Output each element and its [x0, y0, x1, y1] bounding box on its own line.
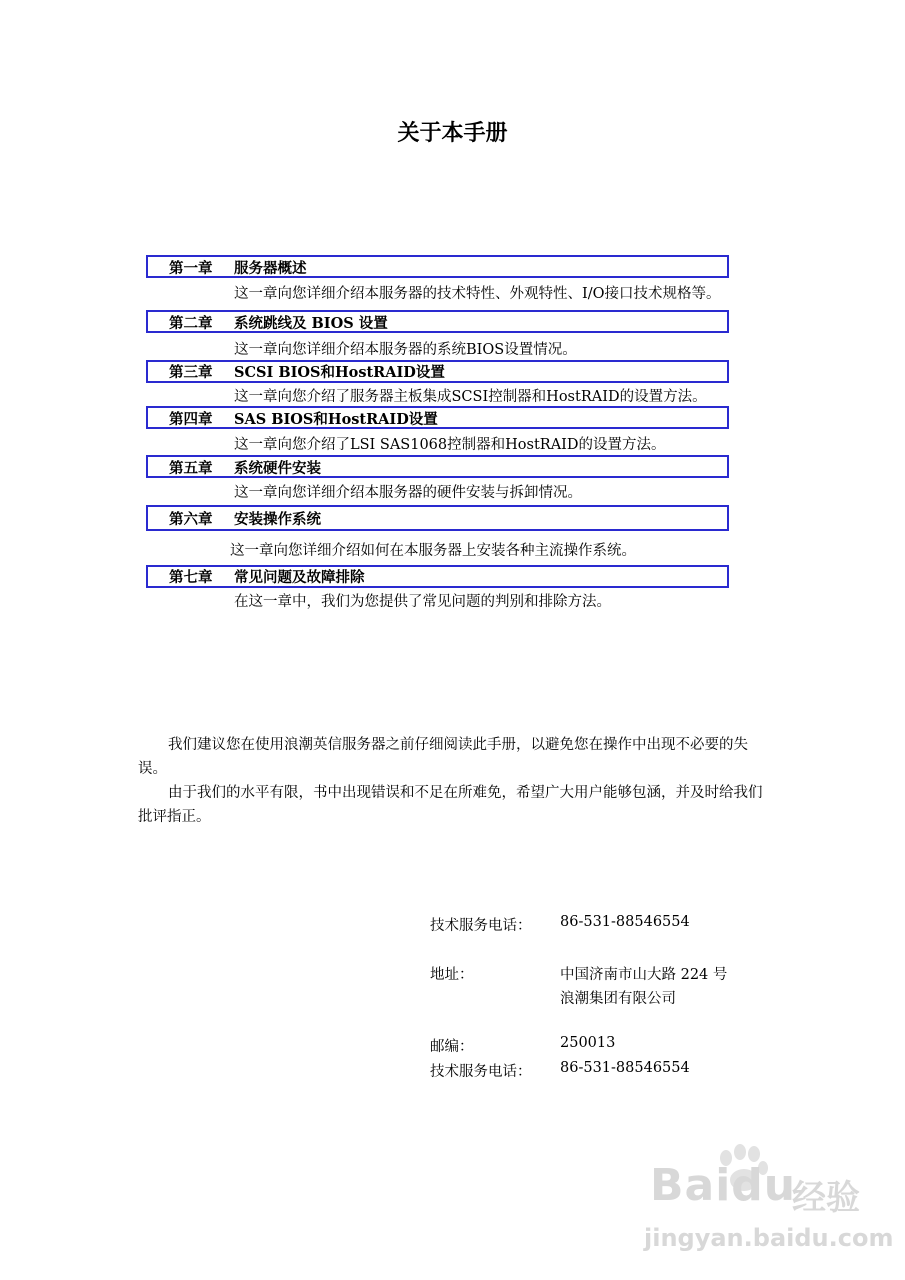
address-line-2: 浪潮集团有限公司 [560, 991, 676, 1007]
chapter-4-name: SAS BIOS和HostRAID设置 [234, 411, 438, 428]
chapter-6-description: 这一章向您详细介绍如何在本服务器上安装各种主流操作系统。 [230, 543, 636, 559]
page-title: 关于本手册 [397, 120, 508, 146]
chapter-1-description: 这一章向您详细介绍本服务器的技术特性、外观特性、I/O接口技术规格等。 [234, 286, 721, 302]
chapter-2-number: 第二章 [169, 315, 213, 332]
phone-label: 技术服务电话： [430, 918, 532, 934]
postcode-value: 250013 [560, 1035, 616, 1051]
chapter-5-number: 第五章 [169, 460, 213, 477]
chapter-3-number: 第三章 [169, 364, 213, 381]
address-line-1: 中国济南市山大路 224 号 [560, 967, 728, 983]
phone2-label: 技术服务电话： [430, 1064, 532, 1080]
chapter-5-name: 系统硬件安装 [234, 460, 321, 477]
chapter-7-description: 在这一章中，我们为您提供了常见问题的判别和排除方法。 [234, 594, 611, 610]
watermark-url: jingyan.baidu.com [644, 1224, 894, 1252]
chapter-1-number: 第一章 [169, 260, 213, 277]
postcode-label: 邮编： [430, 1039, 474, 1055]
chapter-6-number: 第六章 [169, 511, 213, 528]
chapter-7-number: 第七章 [169, 569, 213, 586]
address-label: 地址： [430, 967, 474, 983]
chapter-3-name: SCSI BIOS和HostRAID设置 [234, 364, 445, 381]
chapter-6-name: 安装操作系统 [234, 511, 321, 528]
intro-paragraph-1: 我们建议您在使用浪潮英信服务器之前仔细阅读此手册，以避免您在操作中出现不必要的失误。 [138, 737, 748, 777]
chapter-3-description: 这一章向您介绍了服务器主板集成SCSI控制器和HostRAID的设置方法。 [234, 389, 707, 405]
watermark-label: 经验 [792, 1178, 860, 1218]
chapter-7-name: 常见问题及故障排除 [234, 569, 365, 586]
phone-value: 86-531-88546554 [560, 914, 690, 930]
chapter-2-name: 系统跳线及 BIOS 设置 [234, 315, 388, 332]
chapter-1-name: 服务器概述 [234, 260, 307, 277]
chapter-4-description: 这一章向您介绍了LSI SAS1068控制器和HostRAID的设置方法。 [234, 437, 666, 453]
watermark-logo-text: Baidu [650, 1160, 797, 1211]
phone2-value: 86-531-88546554 [560, 1060, 690, 1076]
chapter-5-description: 这一章向您详细介绍本服务器的硬件安装与拆卸情况。 [234, 485, 582, 501]
chapter-4-number: 第四章 [169, 411, 213, 428]
chapter-2-description: 这一章向您详细介绍本服务器的系统BIOS设置情况。 [234, 342, 577, 358]
baidu-jingyan-watermark [640, 1140, 894, 1270]
intro-paragraph-2: 由于我们的水平有限，书中出现错误和不足在所难免，希望广大用户能够包涵，并及时给我们批评指正。 [138, 785, 763, 825]
